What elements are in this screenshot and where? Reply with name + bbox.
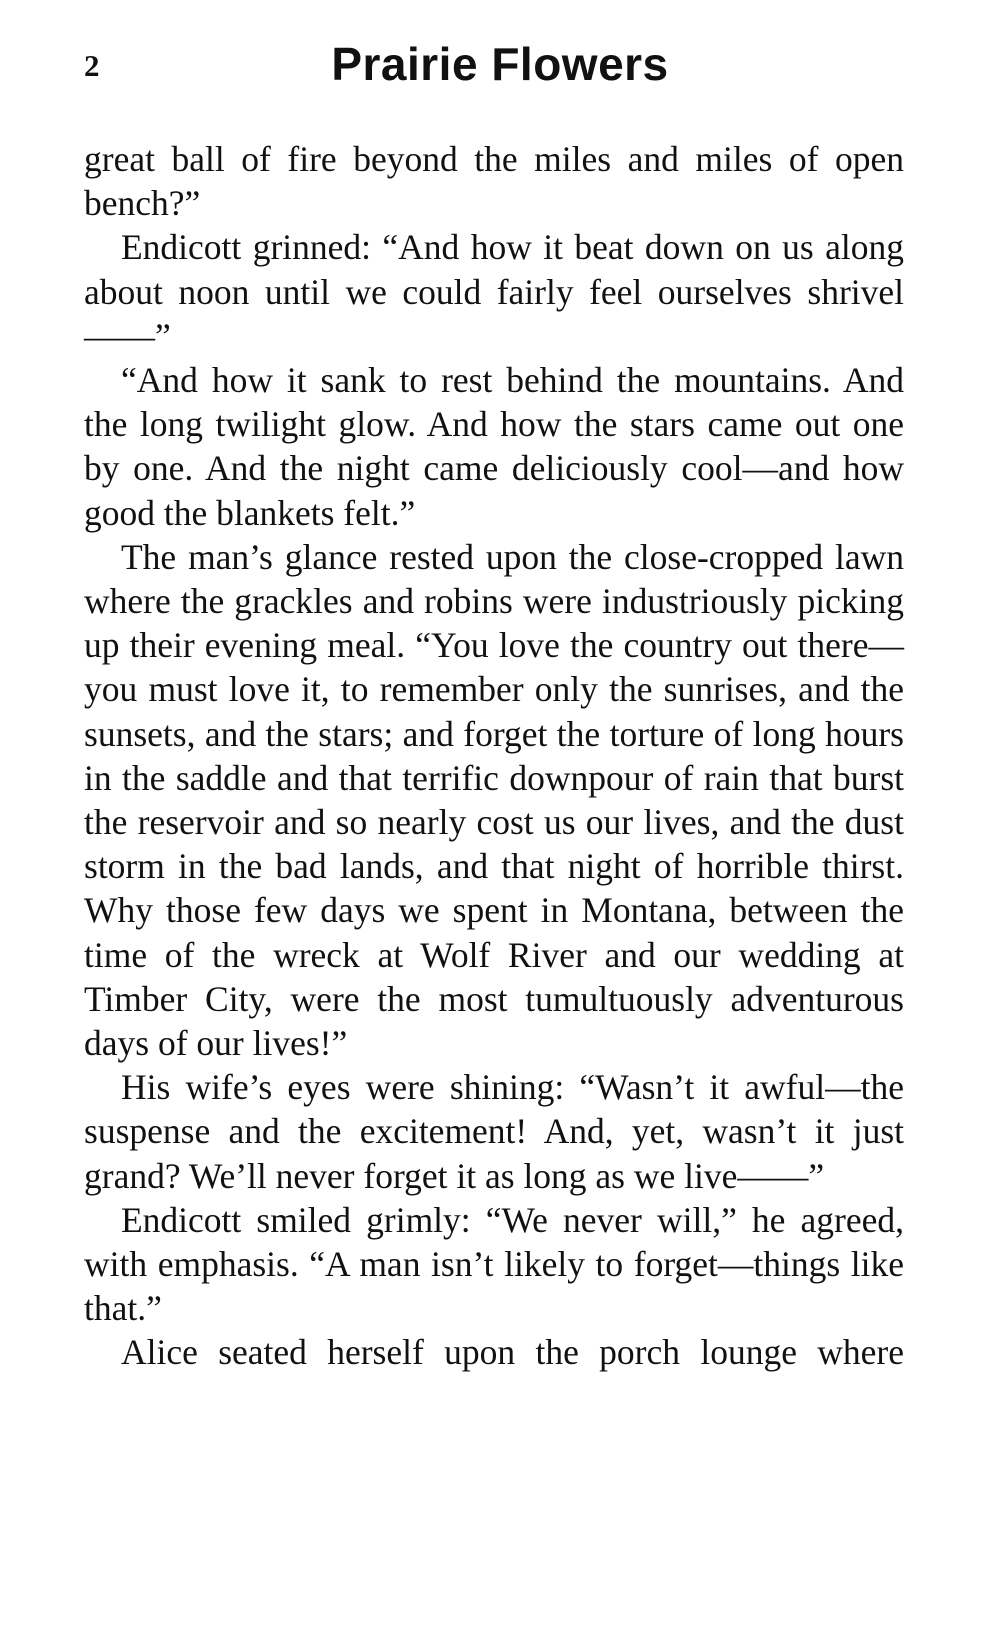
paragraph: His wife’s eyes were shining: “Wasn’t it awful—the suspense and the excitement! And, yet, wasn’t it just grand? We’ll never forget it as long as we live——” (84, 1067, 904, 1196)
body-text (84, 137, 904, 1375)
page-number: 2 (84, 48, 100, 83)
paragraph: “And how it sank to rest behind the mountains. And the long twilight glow. And how the stars came out one by one. And the night came deliciously cool—and how good the blankets felt.” (84, 360, 904, 533)
paragraph: Alice seated herself upon the porch lounge where (121, 1332, 904, 1373)
paragraph: great ball of fire beyond the miles and miles of open bench?” (84, 139, 904, 224)
running-title: Prairie Flowers (331, 38, 669, 90)
paragraph: The man’s glance rested upon the close-cropped lawn where the grackles and robins were industriously picking up their evening meal. “You love the country out there—you must love it, to remember only the sunrises, and the sunsets, and the stars; and forget the torture of long hours in the saddle and that terrific downpour of rain that burst the reservoir and so nearly cost us our lives, and the dust storm in the bad lands, and that night of horrible thirst. Why those few days we spent in Montana, between the time of the wreck at Wolf River and our wedding at Timber City, were the most tumultuously adventurous days of our lives!” (84, 536, 904, 1064)
page-header (0, 28, 1000, 98)
paragraph: Endicott smiled grimly: “We never will,” he agreed, with emphasis. “A man isn’t likely to forget—things like that.” (84, 1199, 904, 1329)
paragraph: Endicott grinned: “And how it beat down on us along about noon until we could fairly feel ourselves shrivel——” (84, 227, 904, 356)
